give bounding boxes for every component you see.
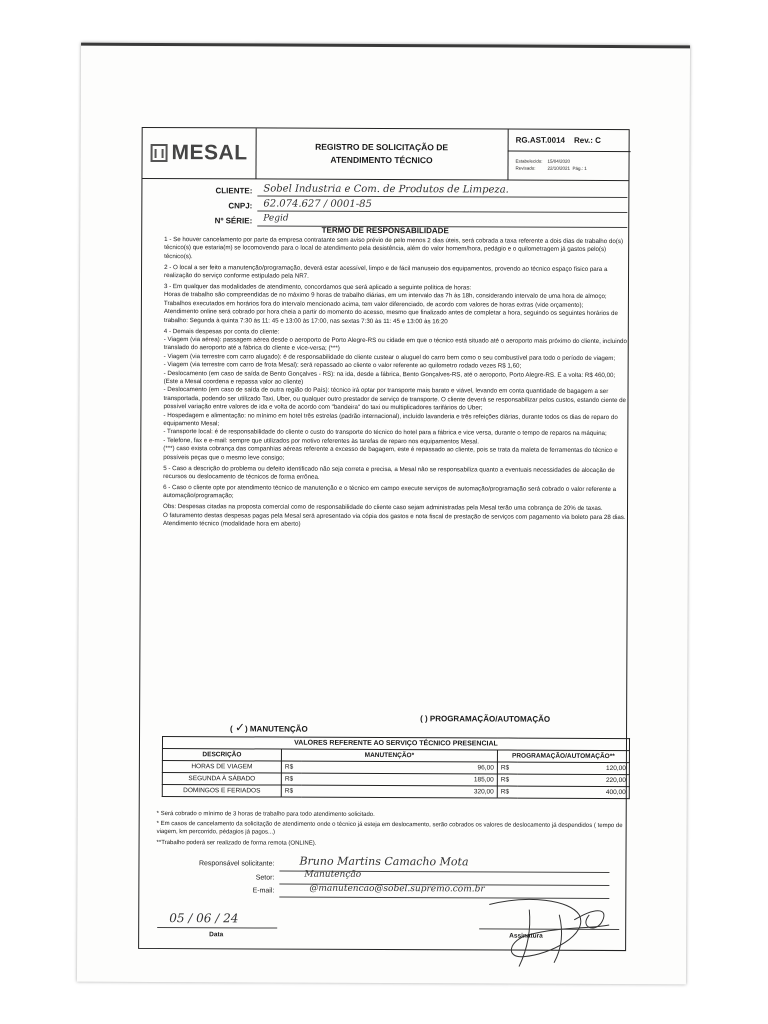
check-mark-icon: ✓ <box>234 720 246 735</box>
terms-paragraph: 5 - Caso a descrição do problema ou defeito identificado não seja correta e precisa, a Mesal não se responsabiliza quanto a eventuais necessidades de alocação de recursos ou deslocamento de técnicos de forma errônea. <box>163 464 615 481</box>
row-prog-value: 220,00 <box>518 774 630 786</box>
row-prog-value: 400,00 <box>518 786 630 798</box>
service-values-table <box>162 736 630 799</box>
terms-paragraph: Obs: Despesas citadas na proposta comercial como de responsabilidade do cliente caso sejam administradas pela Mesal terão uma cobrança de 20% de taxas. <box>163 503 603 513</box>
footnote: * Em casos de cancelamento da solicitação de atendimento onde o técnico já esteja em deslocamento, serão cobrados os valores de deslocamento já despendidos ( tempo de viagem, km percorrido, pédagios já pagos...) <box>156 821 623 836</box>
established-label: Estabelecido: <box>515 158 543 164</box>
table-title: VALORES REFERENTE AO SERVIÇO TÉCNICO PRESENCIAL <box>162 737 629 751</box>
solicitante-label: Responsável solicitante: <box>198 860 275 868</box>
terms-paragraph: 1 - Se houver cancelamento por parte da empresa contratante sem aviso prévio de pelo menos 2 dias úteis, será cobrada a taxa referente a dois dias de trabalho do(s) técnico(s) que estaria(m) se locomovendo para o local de atendimento pela desistência, além do valor homem/hora, pedágio e o quilometragem já gastos pelo(s) técnico(s). <box>164 236 624 260</box>
serie-label: Nº SÉRIE: <box>214 216 253 226</box>
form-frame <box>138 127 630 951</box>
document-code <box>508 130 631 153</box>
col-header-maint: MANUTENÇÃO* <box>281 749 497 762</box>
table-row <box>162 785 629 799</box>
date-line <box>157 927 277 929</box>
signature-label: Assinatura <box>509 932 543 940</box>
row-prog-value: 120,00 <box>518 762 630 774</box>
client-label: CLIENTE: <box>215 186 253 196</box>
maintenance-label: ) MANUTENÇÃO <box>244 724 308 734</box>
terms-paragraph: Horas de trabalho são compreendidas de no máximo 9 horas de trabalho diárias, em um intervalo das 7h às 18h, considerando intervalo de uma hora de almoço; <box>163 291 607 301</box>
page-number: Pág.: 1 <box>572 165 587 171</box>
revised-label: Revisado: <box>515 165 536 171</box>
document-revision: Rev.: C <box>573 135 601 145</box>
form-title-line2: ATENDIMENTO TÉCNICO <box>330 154 433 166</box>
cnpj-line <box>257 210 627 213</box>
row-currency: R$ <box>497 774 518 786</box>
row-desc: DOMINGOS E FERIADOS <box>162 785 281 798</box>
setor-label: Setor: <box>255 874 275 882</box>
document-sheet <box>77 43 690 985</box>
terms-paragraph: Trabalhos executados em horários fora do intervalo mencionado acima, tem valor diferenciado, de acordo com valores de horas extras (vide orçamento); <box>163 299 584 309</box>
terms-paragraph: 4 - Demais despesas por conta do cliente: <box>163 327 280 336</box>
cnpj-value: 62.074.627 / 0001-85 <box>263 198 372 210</box>
solicitante-value: Bruno Martins Camacho Mota <box>299 854 469 869</box>
row-currency: R$ <box>281 785 302 797</box>
footnote: * Será cobrado o mínimo de 3 horas de trabalho para todo atendimento solicitado. <box>156 811 375 818</box>
setor-value: Manutenção <box>304 869 362 880</box>
terms-paragraph: - Telefone, fax e e-mail: sempre que utilizados por motivo referentes às tarefas de reparo nos equipamentos Mesal. <box>163 436 479 446</box>
terms-paragraph: Atendimento online será cobrado por hora cheia a partir do momento do acesso, mesmo que finalizado antes de completar a hora, seguindo os seguintes horários de trabalho: Segunda à quinta 7:30 às 11: 45 e 13:00 às 17:00, nas sextas 7:30 às 11: 45 e 13:00 às 16:20 <box>163 308 618 325</box>
revised-date: 22/10/2021 <box>547 165 571 171</box>
cnpj-label: CNPJ: <box>228 201 253 211</box>
col-header-prog: PROGRAMAÇÃO/AUTOMAÇÃO** <box>497 750 629 763</box>
client-line <box>257 195 627 198</box>
form-title <box>255 128 508 179</box>
terms-title: TERMO DE RESPONSABILIDADE <box>321 225 449 236</box>
row-currency: R$ <box>281 773 302 785</box>
row-desc: HORAS DE VIAGEM <box>162 761 281 774</box>
footnote: **Trabalho poderá ser realizado de forma remota (ONLINE). <box>156 839 317 847</box>
terms-paragraph: - Hospedagem e alimentação: no mínimo em hotel três estrelas (padrão internacional), incluído lavanderia e três refeições diárias, durante todos os dias de reparo do equipamento Mesal; <box>163 411 618 428</box>
date-value: 05 / 06 / 24 <box>169 911 239 926</box>
document-code-value: RG.AST.0014 <box>515 135 566 145</box>
terms-paragraph: - Transporte local: é de responsabilidade do cliente o custo do transporte do técnico do hotel para a fábrica e vice versa, durante o tempo de reparos na máquina; <box>163 428 607 438</box>
service-type-options <box>230 714 610 736</box>
row-desc: SEGUNDA À SÁBADO <box>162 773 281 786</box>
col-header-desc: DESCRIÇÃO <box>162 749 281 762</box>
terms-body <box>163 236 630 533</box>
terms-paragraph: Atendimento técnico (modalidade hora em aberto) <box>162 520 301 528</box>
logo-text: MESAL <box>171 141 248 165</box>
terms-paragraph: O faturamento destas despesas pagas pela Mesal será apresentado via cópia dos gastos e nota fiscal de prestação de serviços com pagamento via boleto para 28 dias. <box>162 511 626 521</box>
terms-paragraph: - Viagem (via terrestre com carro alugado): é de responsabilidade do cliente custear o aluguel do carro bem como o seu combustível para todo o período de viagem; <box>163 352 616 362</box>
footnotes <box>157 810 625 851</box>
terms-paragraph: (***) caso exista cobrança das companhias aéreas referente a excesso de bagagem, este é repassado ao cliente, pois se trata da maleta de ferramentas do técnico e possíveis peças que o mesmo leve consigo; <box>163 445 618 462</box>
maintenance-option[interactable]: ( ✓) MANUTENÇÃO <box>230 720 308 735</box>
document-dates <box>507 152 630 181</box>
client-value: Sobel Industria e Com. de Produtos de Limpeza. <box>263 183 509 196</box>
row-currency: R$ <box>281 761 302 773</box>
terms-paragraph: - Deslocamento (em caso de saída de outra região do País): técnico irá optar por transporte mais barato e viável, levando em conta quantidade de bagagem a ser transportada, podendo ser utilizado Taxi, Uber, ou qualquer outro prestador de serviço de transporte. O cliente deverá se responsabilizar pelos custos, estando ciente de possível variação entre valores de ida e volta de acordo com "bandeira" do taxi ou multiplicadores tarifários do Uber; <box>163 386 627 412</box>
date-label: Data <box>209 931 224 939</box>
form-header <box>142 128 628 181</box>
terms-paragraph: 6 - Caso o cliente opte por atendimento técnico de manutenção e o técnico em campo execute serviços de automação/programação será cobrado o valor referente a automação/programação; <box>163 483 617 500</box>
company-logo <box>142 128 256 178</box>
row-currency: R$ <box>497 786 518 798</box>
form-title-line1: REGISTRO DE SOLICITAÇÃO DE <box>315 141 449 153</box>
serie-value: Pegid <box>263 213 289 224</box>
terms-paragraph: - Viagem (via aérea): passagem aérea desde o aeroporto de Porto Alegre-RS ou cidade em que o técnico está situado até o aeroporto mais próximo do cliente, incluindo translado do aeroporto até a fábrica do cliente e vice-versa; (***) <box>163 336 627 353</box>
terms-paragraph: - Deslocamento (em caso de saída de Bento Gonçalves - RS): na ida, desde a fábrica, Bento Gonçalves-RS, até o aeroporto, Porto Alegre-RS. E a volta: R$ 460,00; (Este a Mesal coordena e repassa valor ao cliente) <box>163 369 616 386</box>
terms-paragraph: - Viagem (via terrestre com carro de frota Mesal): será repassado ao cliente o valor referente ao quilometro rodado vezes R$ 1,60; <box>163 361 522 370</box>
established-date: 15/04/2020 <box>547 158 571 164</box>
email-label: E-mail: <box>252 887 275 895</box>
email-value: @manutencao@sobel.supremo.com.br <box>309 883 485 895</box>
row-currency: R$ <box>497 762 518 774</box>
terms-paragraph: 3 - Em qualquer das modalidades de atendimento, concordamos que será aplicado a seguinte política de horas: <box>163 283 472 292</box>
logo-mark-icon <box>151 144 168 162</box>
row-maint-value: 185,00 <box>302 773 498 786</box>
terms-paragraph: 2 - O local a ser feito a manutenção/programação, deverá estar acessível, limpo e de fácil manuseio dos equipamentos, provendo ao técnico espaço físico para a realização do serviço conforme estipulado pela NR7. <box>164 263 608 280</box>
row-maint-value: 96,00 <box>302 761 498 774</box>
row-maint-value: 320,00 <box>302 785 498 798</box>
programming-option[interactable]: ( ) PROGRAMAÇÃO/AUTOMAÇÃO <box>420 714 551 724</box>
handwritten-signature <box>469 884 619 970</box>
